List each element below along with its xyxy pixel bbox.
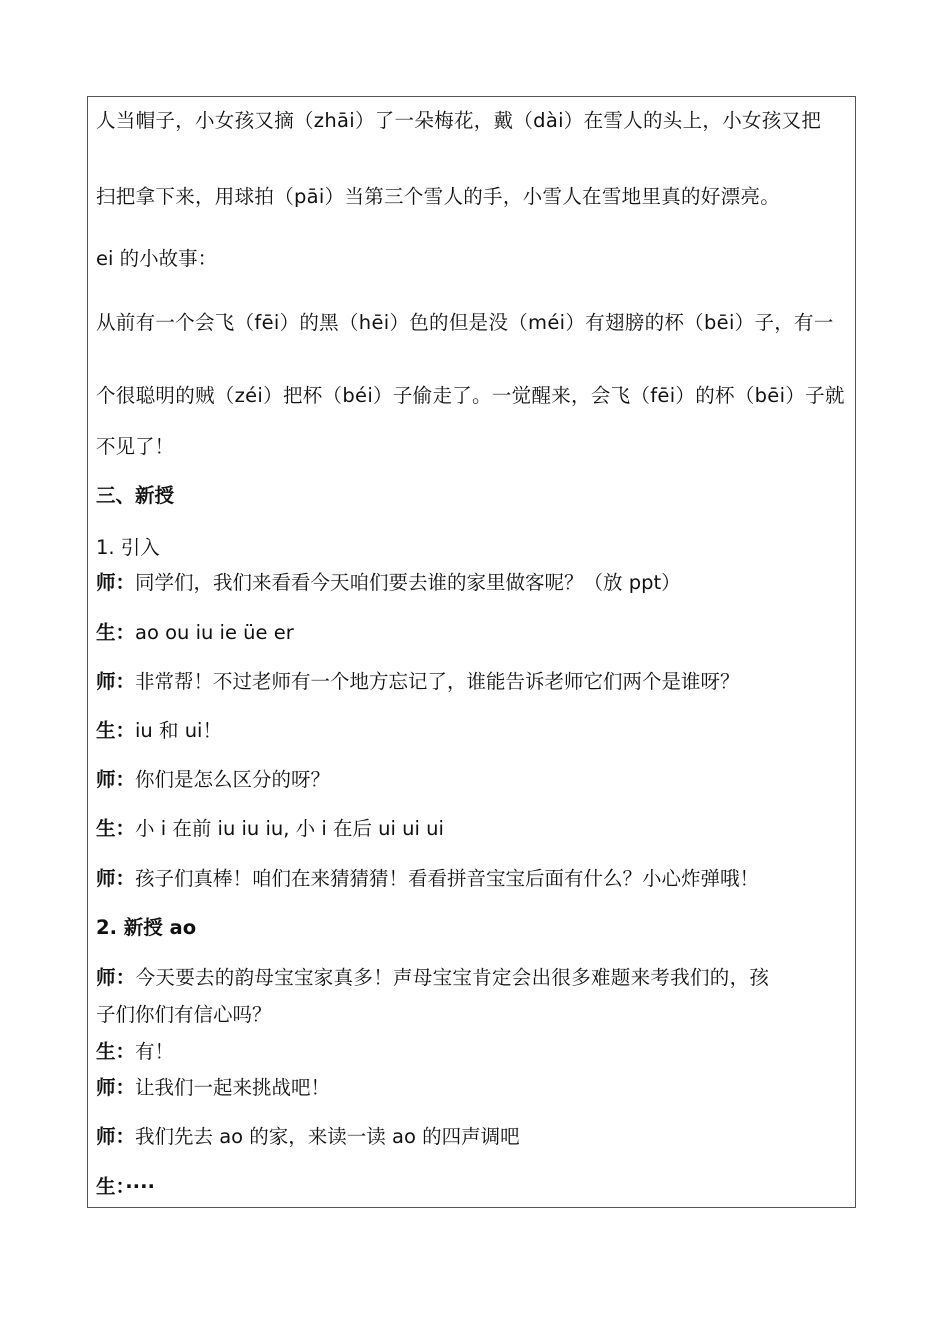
dialogue-line: 子们你们有信心吗？ [96, 1003, 272, 1026]
subsection-title: 1. 引入 [96, 536, 160, 559]
dialogue-line: 生：小 i 在前 iu iu iu, 小 i 在后 ui ui ui [96, 817, 444, 840]
dialogue-line: 师：你们是怎么区分的呀？ [96, 768, 331, 791]
dialogue-line: 师：今天要去的韵母宝宝家真多！声母宝宝肯定会出很多难题来考我们的，孩 [96, 966, 770, 989]
text-line: ei 的小故事： [96, 247, 218, 270]
dialogue-line: 师：孩子们真棒！咱们在来猜猜猜！看看拼音宝宝后面有什么？小心炸弹哦！ [96, 867, 760, 890]
dialogue-line: 师：非常帮！不过老师有一个地方忘记了，谁能告诉老师它们两个是谁呀？ [96, 670, 740, 693]
subsection-title: 2. 新授 ao [96, 916, 197, 939]
dialogue-line: 生：有！ [96, 1040, 175, 1063]
text-line: 不见了！ [96, 435, 175, 458]
dialogue-line: 生：···· [96, 1175, 155, 1198]
dialogue-line: 师：我们先去 ao 的家，来读一读 ao 的四声调吧 [96, 1125, 520, 1148]
text-line: 人当帽子，小女孩又摘（zhāi）了一朵梅花，戴（dài）在雪人的头上，小女孩又把 [96, 109, 822, 132]
dialogue-line: 生：ao ou iu ie üe er [96, 621, 294, 644]
text-line: 个很聪明的贼（zéi）把杯（béi）子偷走了。一觉醒来，会飞（fēi）的杯（bēi）子就 [96, 384, 845, 407]
section-title: 三、新授 [96, 484, 175, 507]
dialogue-line: 师：同学们，我们来看看今天咱们要去谁的家里做客呢？（放 ppt） [96, 571, 681, 594]
dialogue-line: 师：让我们一起来挑战吧！ [96, 1076, 331, 1099]
text-line: 扫把拿下来，用球拍（pāi）当第三个雪人的手，小雪人在雪地里真的好漂亮。 [96, 185, 781, 208]
text-line: 从前有一个会飞（fēi）的黑（hēi）色的但是没（méi）有翅膀的杯（bēi）子，有一 [96, 311, 834, 334]
dialogue-line: 生：iu 和 ui！ [96, 719, 222, 742]
